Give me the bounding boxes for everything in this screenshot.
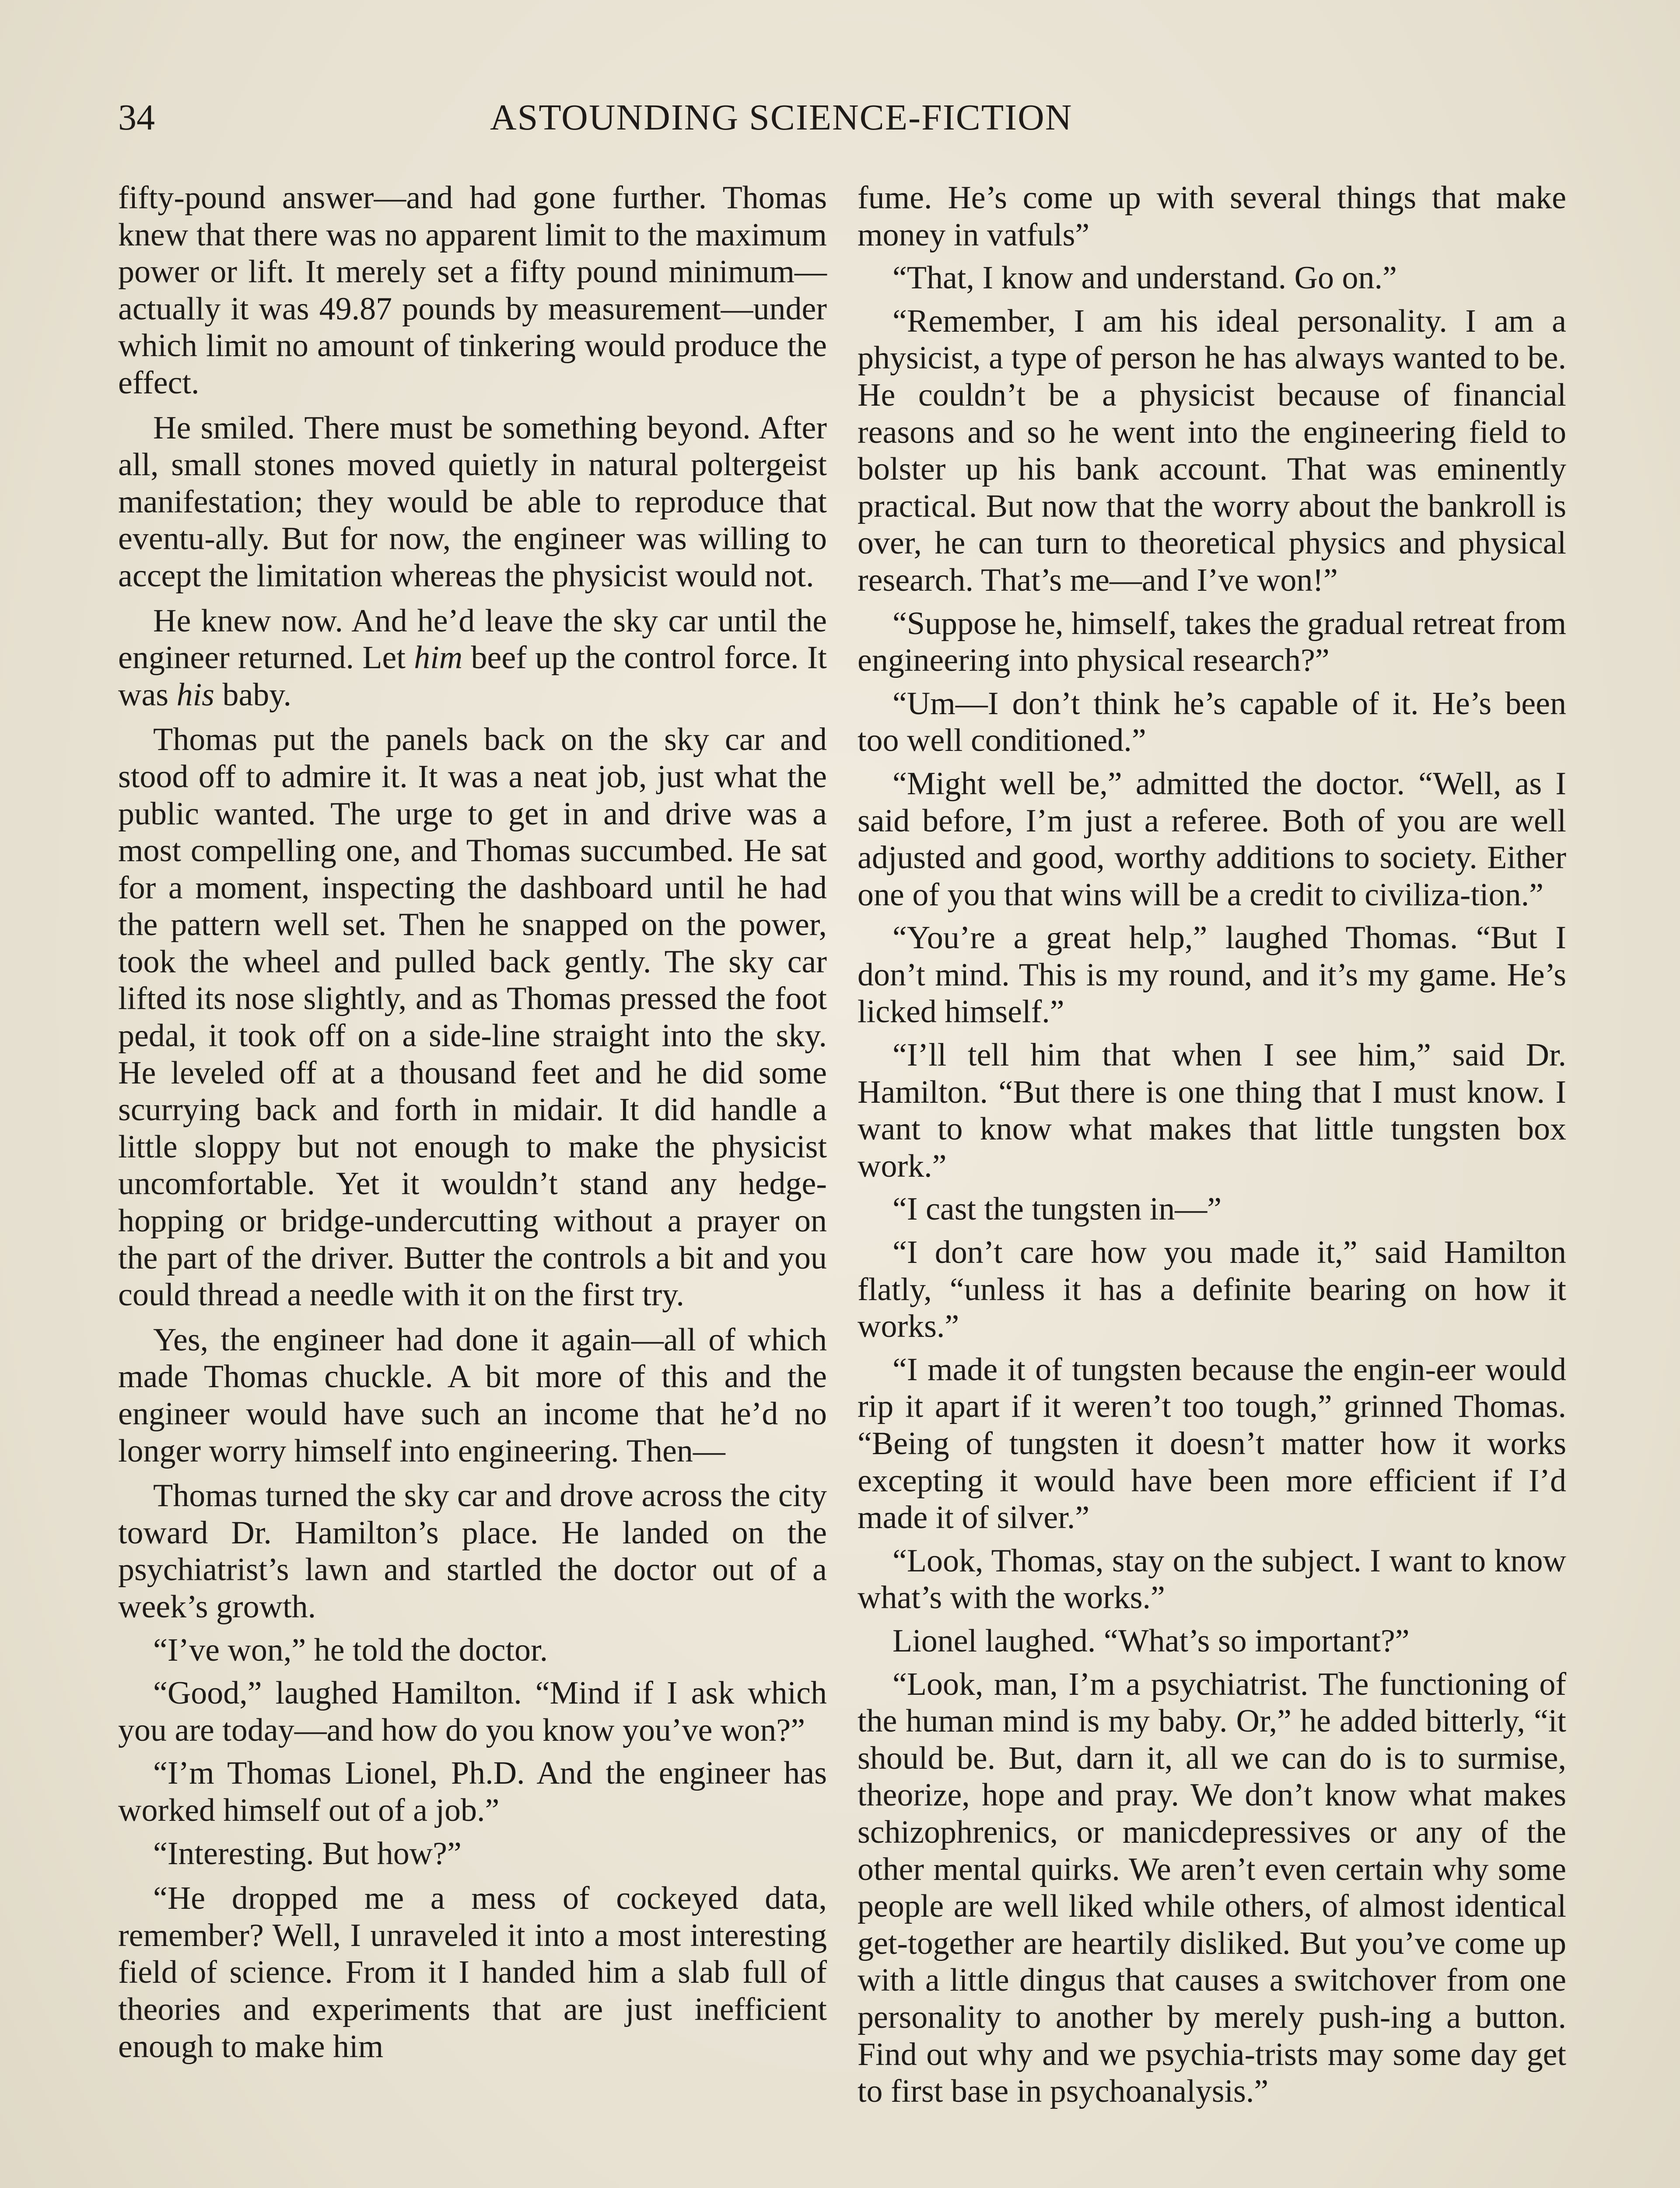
page-header: [118, 96, 1566, 162]
paragraph: “I don’t care how you made it,” said Hamilton flatly, “unless it has a definite bearing on how it works.”: [858, 1234, 1566, 1345]
paragraph: “Might well be,” admitted the doctor. “Well, as I said before, I’m just a referee. Both of you are well adjusted and good, worthy additions to society. Either one of you that wins will be a credit to civiliza-tion.”: [858, 765, 1566, 913]
text-columns: [118, 179, 1566, 2116]
paragraph: “Um—I don’t think he’s capable of it. He’s been too well conditioned.”: [858, 685, 1566, 759]
running-title: ASTOUNDING SCIENCE-FICTION: [490, 97, 1073, 138]
right-column: [858, 179, 1566, 2116]
paragraph: “Interesting. But how?”: [153, 1835, 462, 1872]
paragraph: fifty-pound answer—and had gone further. Thomas knew that there was no apparent limit to the maximum power or lift. It merely set a fifty pound minimum—actually it was 49.87 pounds by measurement—under which limit no amount of tinkering would produce the effect.: [118, 180, 827, 401]
paragraph: He smiled. There must be something beyond. After all, small stones moved quietly in natural poltergeist manifestation; they would be able to reproduce that eventu-ally. But for now, the engineer was willing to accept the limitation whereas the physicist would not.: [118, 410, 827, 594]
paragraph: “I’m Thomas Lionel, Ph.D. And the engineer has worked himself out of a job.”: [118, 1755, 827, 1828]
paragraph: “Suppose he, himself, takes the gradual retreat from engineering into physical research?”: [858, 605, 1566, 679]
paragraph: Thomas turned the sky car and drove across the city toward Dr. Hamilton’s place. He landed on the psychiatrist’s lawn and startled the doctor out of a week’s growth.: [118, 1478, 827, 1625]
paragraph: Thomas put the panels back on the sky car and stood off to admire it. It was a neat job, just what the public wanted. The urge to get in and drive was a most compelling one, and Thomas succumbed. He sat for a moment, inspecting the dashboard until he had the pattern well set. Then he snapped on the power, took the wheel and pulled back gently. The sky car lifted its nose slightly, and as Thomas pressed the foot pedal, it took off on a side-line straight into the sky. He leveled off at a thousand feet and he did some scurrying back and forth in midair. It did handle a little sloppy but not enough to make the physicist uncomfortable. Yet it wouldn’t stand any hedge-hopping or bridge-undercutting without a prayer on the part of the driver. Butter the controls a bit and you could thread a needle with it on the first try.: [118, 722, 827, 1313]
emphasis: his: [176, 677, 214, 713]
page-number: 34: [118, 97, 155, 138]
paragraph: “That, I know and understand. Go on.”: [892, 260, 1397, 296]
paragraph: “I cast the tungsten in—”: [892, 1191, 1222, 1227]
paragraph: “You’re a great help,” laughed Thomas. “But I don’t mind. This is my round, and it’s my game. He’s licked himself.”: [858, 920, 1566, 1030]
paragraph: fume. He’s come up with several things that make money in vatfuls”: [858, 180, 1566, 253]
paragraph: “I’ll tell him that when I see him,” said Dr. Hamilton. “But there is one thing that I must know. I want to know what makes that little tungsten box work.”: [858, 1037, 1566, 1184]
paragraph: He knew now. And he’d leave the sky car until the engineer returned. Let him beef up the control force. It was his baby.: [118, 603, 827, 713]
emphasis: him: [414, 640, 463, 676]
paragraph: “I made it of tungsten because the engin-eer would rip it apart if it weren’t too tough,” grinned Thomas. “Being of tungsten it doesn’t matter how it works excepting it would have been more efficient if I’d made it of silver.”: [858, 1351, 1566, 1536]
paragraph: “Look, man, I’m a psychiatrist. The functioning of the human mind is my baby. Or,” he added bitterly, “it should be. But, darn it, all we can do is to surmise, theorize, hope and pray. We don’t know what makes schizophrenics, or manicdepressives or any of the other mental quirks. We aren’t even certain why some people are well liked while others, of almost identical get-together are heartily disliked. But you’ve come up with a little dingus that causes a switchover from one personality to another by merely push-ing a button. Find out why and we psychia-trists may some day get to first base in psychoanalysis.”: [858, 1666, 1566, 2110]
paragraph: “He dropped me a mess of cockeyed data, remember? Well, I unraveled it into a most interesting field of science. From it I handed him a slab full of theories and experiments that are just inefficient enough to make him: [118, 1880, 827, 2065]
paragraph: “Good,” laughed Hamilton. “Mind if I ask which you are today—and how do you know you’ve won?”: [118, 1675, 827, 1748]
paragraph: Yes, the engineer had done it again—all of which made Thomas chuckle. A bit more of this and the engineer would have such an income that he’d no longer worry himself into engineering. Then—: [118, 1322, 827, 1469]
paragraph: “Look, Thomas, stay on the subject. I want to know what’s with the works.”: [858, 1543, 1566, 1616]
paragraph: “I’ve won,” he told the doctor.: [153, 1632, 548, 1668]
paragraph: “Remember, I am his ideal personality. I am a physicist, a type of person he has always wanted to be. He couldn’t be a physicist because of financial reasons and so he went into the engineering field to bolster up his bank account. That was eminently practical. But now that the worry about the bankroll is over, he can turn to theoretical physics and physical research. That’s me—and I’ve won!”: [858, 303, 1566, 598]
paragraph: Lionel laughed. “What’s so important?”: [892, 1623, 1410, 1659]
left-column: [118, 179, 827, 2116]
